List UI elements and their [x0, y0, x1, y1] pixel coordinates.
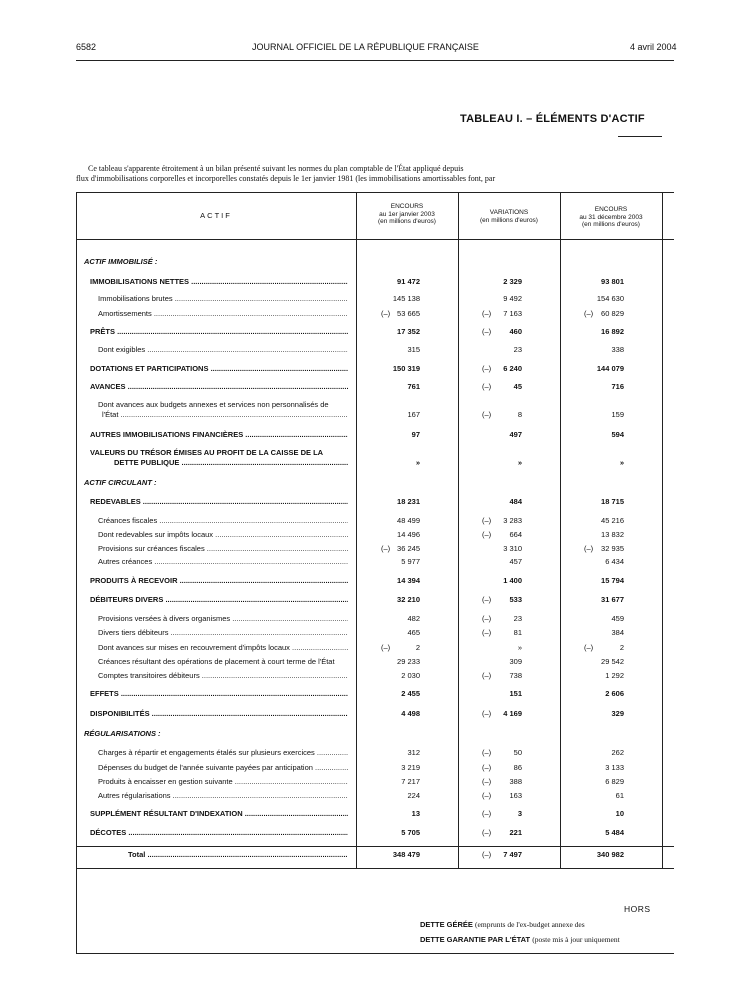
table-row [78, 777, 668, 789]
table-row [78, 763, 668, 775]
table-row [78, 448, 668, 470]
value-variation: 7 163 [503, 309, 522, 318]
sign-col-3: (–) [584, 309, 594, 318]
table-row [78, 809, 668, 821]
intro-line-1: Ce tableau s'apparente étroitement à un bilan présenté suivant les normes du plan comptable de l'État appliqué depuis [88, 164, 464, 173]
sign-col-1: (–) [381, 544, 391, 553]
row-label: Dont redevables sur impôts locaux ..... [98, 530, 348, 539]
value-end-2003: 60 829 [601, 309, 624, 318]
value-end-2003: 29 542 [601, 657, 624, 666]
col-header-encours-end: ENCOURS au 31 décembre 2003 (en millions d'euros) [579, 206, 643, 228]
table-row [78, 327, 668, 339]
table-row [78, 516, 668, 528]
value-variation: 151 [509, 689, 522, 698]
value-start-2003: 18 231 [397, 497, 420, 506]
value-end-2003: 159 [611, 410, 624, 419]
title-underline [618, 136, 662, 137]
row-label: Charges à répartir et engagements étalés sur plusieurs exercices ..... [98, 748, 348, 757]
sign-col-2: (–) [482, 763, 492, 772]
value-start-2003: 348 479 [392, 850, 420, 859]
sign-col-1: (–) [381, 309, 391, 318]
sign-col-3: (–) [584, 643, 594, 652]
sign-col-2: (–) [482, 516, 492, 525]
value-start-2003: 312 [407, 748, 420, 757]
header-rule [76, 60, 674, 61]
sign-col-2: (–) [482, 595, 492, 604]
col-header-encours-start: ENCOURS au 1er janvier 2003 (en millions d'euros) [378, 203, 436, 225]
value-start-2003: 315 [407, 345, 420, 354]
row-label: Dépenses du budget de l'année suivante payées par anticipation ..... [98, 763, 348, 772]
value-start-2003: 7 217 [401, 777, 420, 786]
table-row [78, 345, 668, 357]
table-row [78, 828, 668, 840]
col-header-variations: VARIATIONS (en millions d'euros) [480, 209, 538, 224]
sign-col-2: (–) [482, 530, 492, 539]
value-start-2003: 761 [407, 382, 420, 391]
sign-col-2: (–) [482, 327, 492, 336]
value-end-2003: 338 [611, 345, 624, 354]
journal-title: JOURNAL OFFICIEL DE LA RÉPUBLIQUE FRANÇAISE [252, 42, 479, 52]
value-end-2003: 6 434 [605, 557, 624, 566]
table-left-border [76, 192, 77, 954]
table-row [78, 430, 668, 442]
value-start-2003: 482 [407, 614, 420, 623]
issue-date: 4 avril 2004 [630, 42, 677, 52]
table-row [78, 709, 668, 721]
value-start-2003: 14 394 [397, 576, 420, 585]
table-row [78, 364, 668, 376]
row-label: Créances résultant des opérations de placement à court terme de l'État [98, 657, 335, 666]
value-start-2003: 36 245 [397, 544, 420, 553]
value-variation: 45 [513, 382, 522, 391]
row-label: Dont avances sur mises en recouvrement d'impôts locaux ..... [98, 643, 348, 652]
value-variation: 1 400 [503, 576, 522, 585]
value-start-2003: 5 705 [401, 828, 420, 837]
value-variation: 8 [517, 410, 522, 419]
row-label: AUTRES IMMOBILISATIONS FINANCIÈRES ..... [90, 430, 348, 439]
value-start-2003: 145 138 [392, 294, 420, 303]
sign-col-2: (–) [482, 382, 492, 391]
value-start-2003: 224 [407, 791, 420, 800]
value-end-2003: 329 [611, 709, 624, 718]
total-row [78, 850, 668, 862]
row-label: IMMOBILISATIONS NETTES ..... [90, 277, 348, 286]
sign-col-2: (–) [482, 309, 492, 318]
sign-col-2: (–) [482, 809, 492, 818]
section-heading [78, 729, 668, 741]
value-variation: 2 329 [503, 277, 522, 286]
table-row [78, 544, 668, 556]
sign-col-3: (–) [584, 544, 594, 553]
sign-col-2: (–) [482, 777, 492, 786]
table-title: TABLEAU I. – ÉLÉMENTS D'ACTIF [460, 113, 645, 125]
value-variation: 664 [509, 530, 522, 539]
value-start-2003: 2 030 [401, 671, 420, 680]
value-start-2003: 465 [407, 628, 420, 637]
footer-line-2: DETTE GARANTIE PAR L'ÉTAT (poste mis à jour uniquement [420, 935, 620, 944]
page-number: 6582 [76, 42, 97, 52]
value-start-2003: 167 [407, 410, 420, 419]
value-end-2003: 16 892 [601, 327, 624, 336]
value-end-2003: 5 484 [605, 828, 624, 837]
row-label: EFFETS ..... [90, 689, 348, 698]
section-label: RÉGULARISATIONS : [84, 729, 161, 738]
row-label-line-2: DETTE PUBLIQUE ..... [114, 458, 348, 467]
value-variation: 3 283 [503, 516, 522, 525]
row-label: PRODUITS À RECEVOIR ..... [90, 576, 348, 585]
value-end-2003: 13 832 [601, 530, 624, 539]
value-start-2003: 2 [415, 643, 420, 652]
value-variation: 221 [509, 828, 522, 837]
value-start-2003: 91 472 [397, 277, 420, 286]
value-end-2003: » [619, 458, 624, 467]
value-variation: 738 [509, 671, 522, 680]
value-end-2003: 2 606 [605, 689, 624, 698]
value-variation: 3 310 [503, 544, 522, 553]
row-label: Dont avances aux budgets annexes et services non personnalisés de [98, 400, 329, 409]
row-label: DOTATIONS ET PARTICIPATIONS ..... [90, 364, 348, 373]
row-label: AVANCES ..... [90, 382, 348, 391]
value-variation: 9 492 [503, 294, 522, 303]
value-start-2003: 5 977 [401, 557, 420, 566]
total-bottom-border [76, 868, 674, 869]
table-header-border [76, 239, 674, 240]
row-label: Dont exigibles ..... [98, 345, 348, 354]
section-heading [78, 478, 668, 490]
sign-col-1: (–) [381, 643, 391, 652]
row-label: Provisions versées à divers organismes ..... [98, 614, 348, 623]
total-top-border [76, 846, 674, 847]
row-label: Provisions sur créances fiscales ..... [98, 544, 348, 553]
value-variation: 309 [509, 657, 522, 666]
section-heading [78, 257, 668, 269]
value-end-2003: 93 801 [601, 277, 624, 286]
value-start-2003: 32 210 [397, 595, 420, 604]
row-label: VALEURS DU TRÉSOR ÉMISES AU PROFIT DE LA CAISSE DE LA [90, 448, 324, 457]
row-label: DÉBITEURS DIVERS ..... [90, 595, 348, 604]
table-row [78, 689, 668, 701]
value-variation: 163 [509, 791, 522, 800]
table-top-border [76, 192, 674, 193]
value-end-2003: 32 935 [601, 544, 624, 553]
table-row [78, 671, 668, 683]
row-label-line-2: l'État ..... [102, 410, 348, 419]
table-row [78, 277, 668, 289]
value-variation: 3 [517, 809, 522, 818]
value-variation: 7 497 [503, 850, 522, 859]
value-end-2003: 1 292 [605, 671, 624, 680]
sign-col-2: (–) [482, 628, 492, 637]
section-label: ACTIF IMMOBILISÉ : [84, 257, 158, 266]
value-start-2003: 150 319 [392, 364, 420, 373]
row-label: SUPPLÉMENT RÉSULTANT D'INDEXATION ..... [90, 809, 348, 818]
value-end-2003: 154 630 [596, 294, 624, 303]
value-end-2003: 18 715 [601, 497, 624, 506]
table-row [78, 294, 668, 306]
footer-line-1: DETTE GÉRÉE (emprunts de l'ex-budget annexe des [420, 920, 585, 929]
table-row [78, 530, 668, 542]
value-variation: 388 [509, 777, 522, 786]
sign-col-2: (–) [482, 791, 492, 800]
table-row [78, 628, 668, 640]
row-label: Total ..... [128, 850, 348, 859]
table-row [78, 595, 668, 607]
hors-label: HORS [624, 904, 651, 914]
sign-col-2: (–) [482, 410, 492, 419]
row-label: Amortissements ..... [98, 309, 348, 318]
table-row [78, 557, 668, 569]
value-variation: 50 [513, 748, 522, 757]
row-label: DISPONIBILITÉS ..... [90, 709, 348, 718]
value-end-2003: 45 216 [601, 516, 624, 525]
value-end-2003: 459 [611, 614, 624, 623]
table-row [78, 614, 668, 626]
value-start-2003: 53 665 [397, 309, 420, 318]
table-row [78, 400, 668, 422]
value-end-2003: 6 829 [605, 777, 624, 786]
row-label: DÉCOTES ..... [90, 828, 348, 837]
table-row [78, 791, 668, 803]
value-end-2003: 144 079 [596, 364, 624, 373]
sign-col-2: (–) [482, 364, 492, 373]
value-end-2003: 3 133 [605, 763, 624, 772]
value-end-2003: 61 [615, 791, 624, 800]
section-label: ACTIF CIRCULANT : [84, 478, 157, 487]
col-header-actif: ACTIF [200, 211, 232, 220]
row-label: Créances fiscales ..... [98, 516, 348, 525]
sign-col-2: (–) [482, 850, 492, 859]
value-start-2003: 97 [411, 430, 420, 439]
value-start-2003: 2 455 [401, 689, 420, 698]
value-end-2003: 15 794 [601, 576, 624, 585]
value-start-2003: 14 496 [397, 530, 420, 539]
sign-col-2: (–) [482, 614, 492, 623]
table-row [78, 748, 668, 760]
sign-col-2: (–) [482, 709, 492, 718]
row-label: Autres créances ..... [98, 557, 348, 566]
value-variation: » [517, 643, 522, 652]
value-start-2003: 48 499 [397, 516, 420, 525]
footer-rule [76, 953, 674, 954]
row-label: Produits à encaisser en gestion suivante ..... [98, 777, 348, 786]
value-variation: 23 [513, 614, 522, 623]
sign-col-2: (–) [482, 828, 492, 837]
value-end-2003: 384 [611, 628, 624, 637]
table-row [78, 657, 668, 669]
value-end-2003: 262 [611, 748, 624, 757]
row-label: Divers tiers débiteurs ..... [98, 628, 348, 637]
value-end-2003: 340 982 [596, 850, 624, 859]
value-variation: 460 [509, 327, 522, 336]
value-variation: 497 [509, 430, 522, 439]
value-start-2003: » [415, 458, 420, 467]
value-start-2003: 4 498 [401, 709, 420, 718]
value-variation: » [517, 458, 522, 467]
value-end-2003: 31 677 [601, 595, 624, 604]
sign-col-2: (–) [482, 748, 492, 757]
intro-line-2: flux d'immobilisations corporelles et incorporelles constatés depuis le 1er janvier 1981 (les immobilisations amortissables font, par [76, 174, 496, 183]
value-end-2003: 594 [611, 430, 624, 439]
row-label: Comptes transitoires débiteurs ..... [98, 671, 348, 680]
value-end-2003: 10 [615, 809, 624, 818]
table-row [78, 497, 668, 509]
value-start-2003: 13 [411, 809, 420, 818]
value-variation: 81 [513, 628, 522, 637]
value-start-2003: 3 219 [401, 763, 420, 772]
value-variation: 457 [509, 557, 522, 566]
table-row [78, 309, 668, 321]
row-label: Autres régularisations ..... [98, 791, 348, 800]
table-row [78, 576, 668, 588]
value-variation: 23 [513, 345, 522, 354]
sign-col-2: (–) [482, 671, 492, 680]
row-label: Immobilisations brutes ..... [98, 294, 348, 303]
value-start-2003: 17 352 [397, 327, 420, 336]
row-label: PRÊTS ..... [90, 327, 348, 336]
row-label: REDEVABLES ..... [90, 497, 348, 506]
value-variation: 533 [509, 595, 522, 604]
value-variation: 4 169 [503, 709, 522, 718]
table-row [78, 643, 668, 655]
value-start-2003: 29 233 [397, 657, 420, 666]
value-variation: 484 [509, 497, 522, 506]
value-end-2003: 716 [611, 382, 624, 391]
table-row [78, 382, 668, 394]
value-variation: 86 [513, 763, 522, 772]
value-end-2003: 2 [619, 643, 624, 652]
value-variation: 6 240 [503, 364, 522, 373]
